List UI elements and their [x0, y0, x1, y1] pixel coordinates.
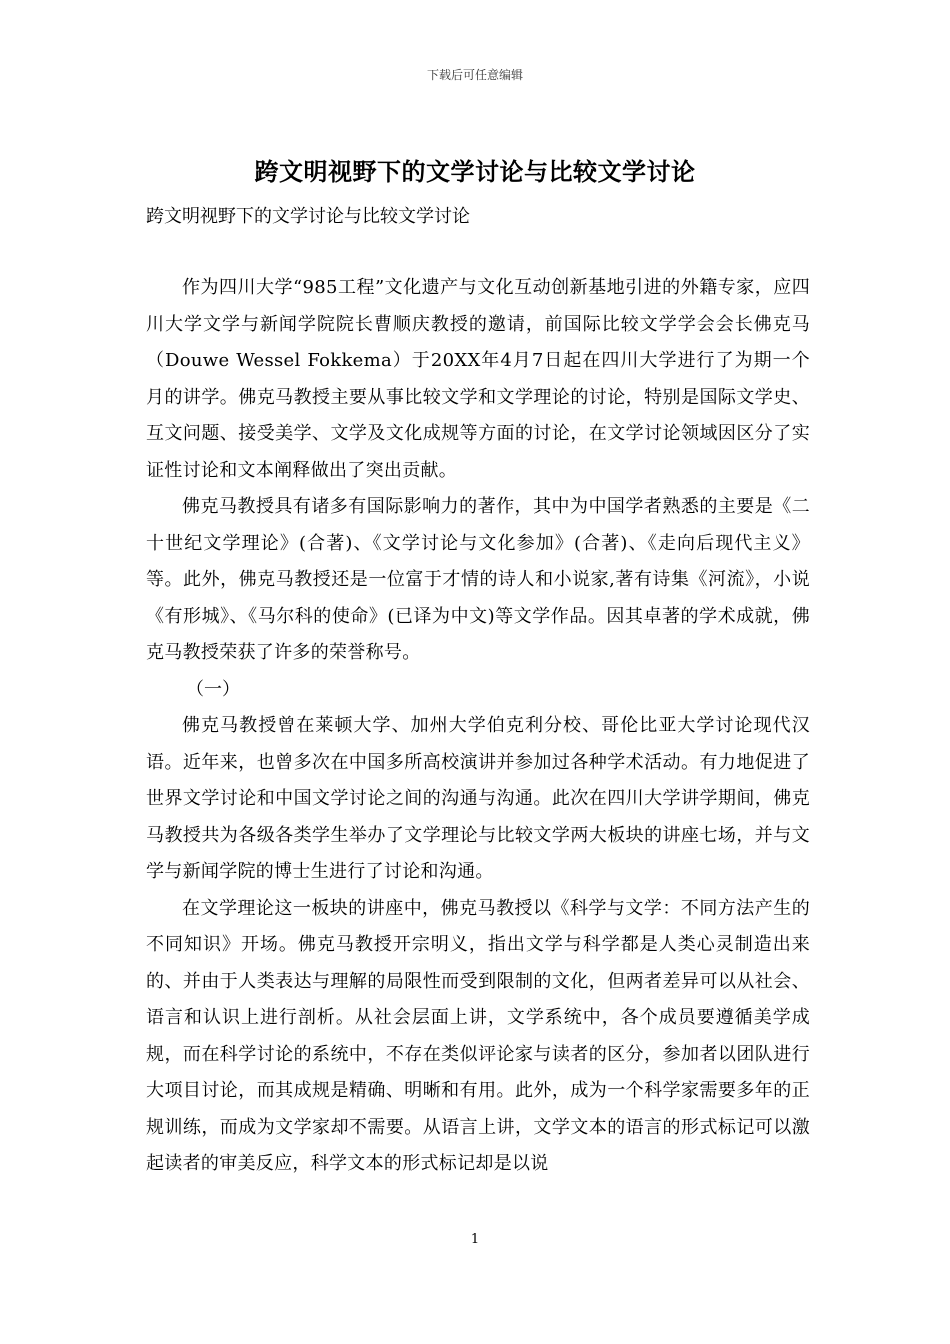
page-header-note: 下载后可任意编辑	[426, 68, 523, 82]
paragraph-4: 在文学理论这一板块的讲座中，佛克马教授以《科学与文学：不同方法产生的不同知识》开场。佛克马教授开宗明义，指出文学与科学都是人类心灵制造出来的、并由于人类表达与理解的局限性而受到限制的文化，但两者差异可以从社会、语言和认识上进行剖析。从社会层面上讲，文学系统中，各个成员要遵循美学成规，而在科学讨论的系统中，不存在类似评论家与读者的区分，参加者以团队进行大项目讨论，而其成规是精确、明晰和有用。此外，成为一个科学家需要多年的正规训练，而成为文学家却不需要。从语言上讲，文学文本的语言的形式标记可以激起读者的审美反应，科学文本的形式标记却是以说	[146, 897, 810, 1174]
paragraph-1: 作为四川大学“985工程”文化遗产与文化互动创新基地引进的外籍专家，应四川大学文学与新闻学院院长曹顺庆教授的邀请，前国际比较文学学会会长佛克马（Douwe Wessel Fokkema）于20XX年4月7日起在四川大学进行了为期一个月的讲学。佛克马教授主要从事比较文学和文学理论的讨论，特别是国际文学史、互文问题、接受美学、文学及文化成规等方面的讨论，在文学讨论领域因区分了实证性讨论和文本阐释做出了突出贡献。	[146, 277, 810, 481]
paragraph-3: 佛克马教授曾在莱顿大学、加州大学伯克利分校、哥伦比亚大学讨论现代汉语。近年来，也曾多次在中国多所高校演讲并参加过各种学术活动。有力地促进了世界文学讨论和中国文学讨论之间的沟通与沟通。此次在四川大学讲学期间，佛克马教授共为各级各类学生举办了文学理论与比较文学两大板块的讲座七场，并与文学与新闻学院的博士生进行了讨论和沟通。	[146, 715, 810, 882]
document-title: 跨文明视野下的文学讨论与比较文学讨论	[254, 158, 696, 186]
section-heading: （一）	[186, 678, 240, 700]
page-number: 1	[470, 1232, 480, 1247]
document-subtitle: 跨文明视野下的文学讨论与比较文学讨论	[146, 206, 470, 227]
document-body	[146, 270, 810, 1183]
paragraph-2: 佛克马教授具有诸多有国际影响力的著作，其中为中国学者熟悉的主要是《二十世纪文学理论》(合著)、《文学讨论与文化参加》(合著)、《走向后现代主义》等。此外，佛克马教授还是一位富于才情的诗人和小说家,著有诗集《河流》，小说《有形城》、《马尔科的使命》(已译为中文)等文学作品。因其卓著的学术成就，佛克马教授荣获了许多的荣誉称号。	[146, 496, 810, 663]
